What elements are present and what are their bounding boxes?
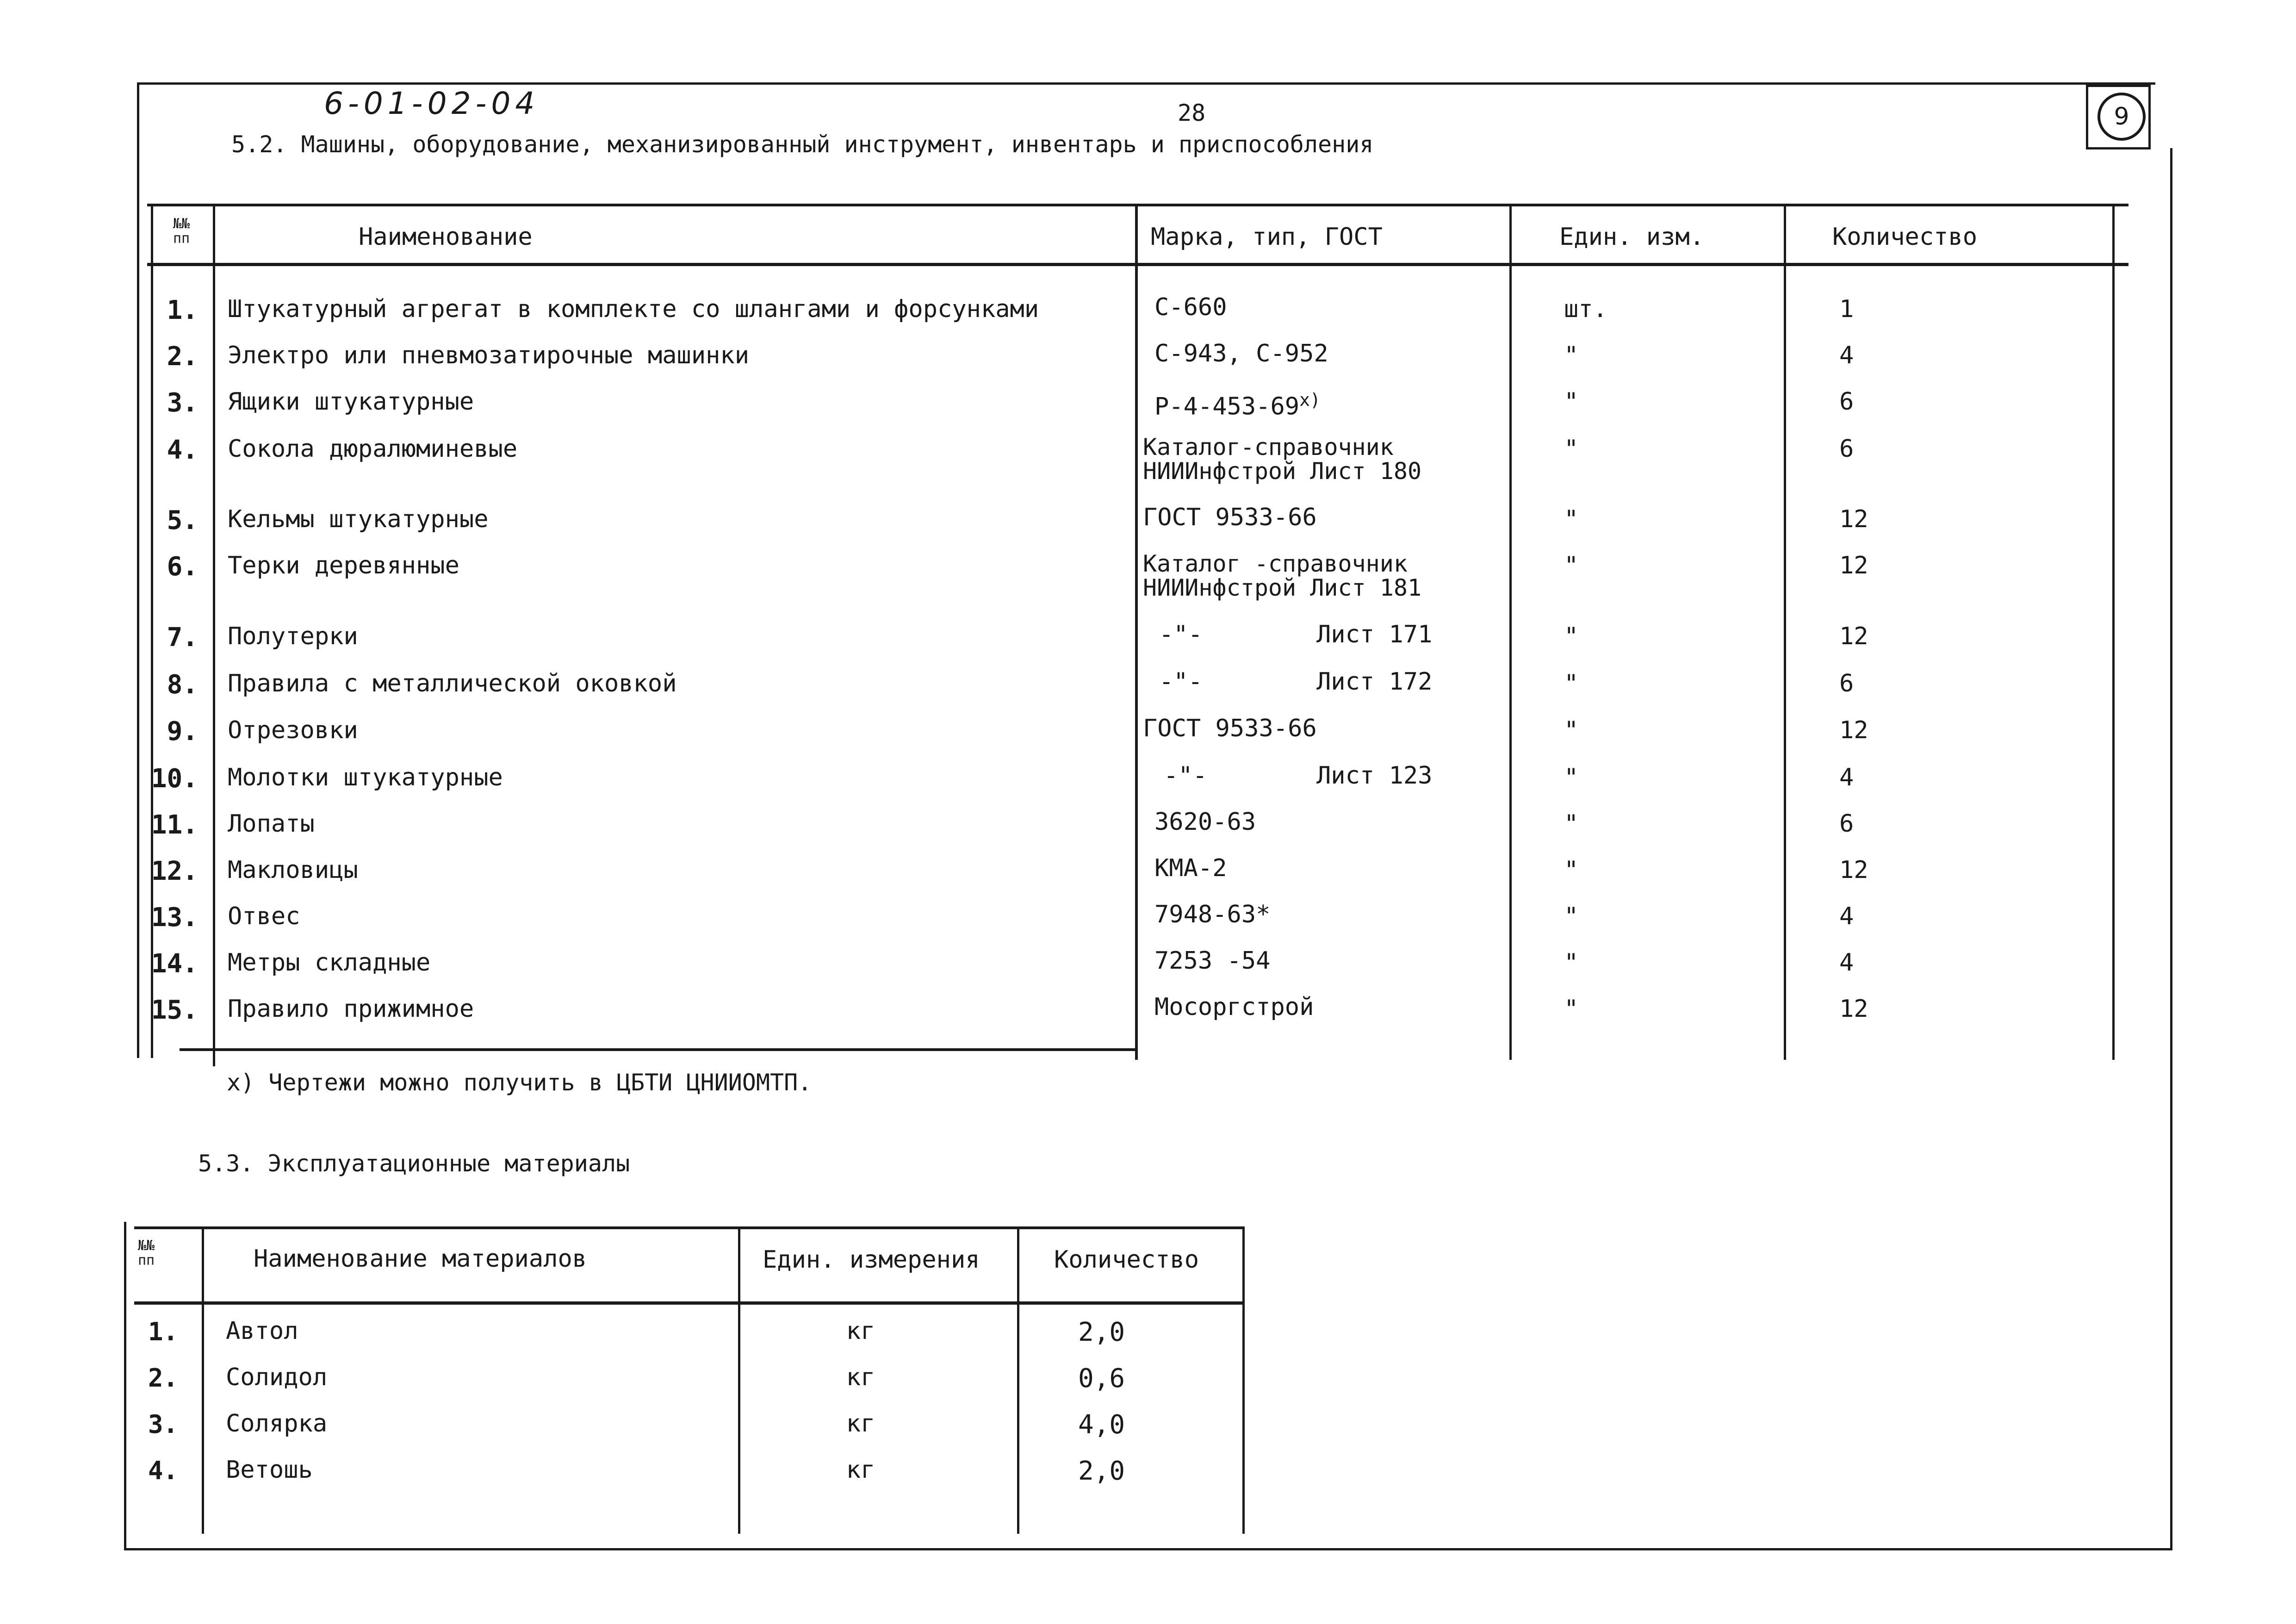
- table-row: [0, 1363, 1249, 1396]
- table-row: [0, 810, 2296, 842]
- item-name: Штукатурный агрегат в комплекте со шлангами и форсунками: [228, 295, 1039, 323]
- row-number: 8.: [167, 670, 198, 700]
- row-number: 13.: [151, 902, 198, 933]
- item-qty: 12: [1839, 856, 1868, 884]
- item-name: Сокола дюралюминевые: [228, 435, 518, 463]
- table-row: [0, 949, 2296, 981]
- row-number: 10.: [151, 764, 198, 794]
- item-qty: 12: [1839, 995, 1868, 1023]
- item-brand: -"-: [1159, 621, 1203, 648]
- item-name: Метры складные: [228, 949, 431, 977]
- table2-header-bottom-line: [134, 1301, 1245, 1305]
- item-qty: 12: [1839, 622, 1868, 650]
- item-brand: С-660: [1154, 293, 1227, 321]
- item-unit: ": [1564, 435, 1579, 463]
- frame-bottom-line: [124, 1548, 2172, 1550]
- item-qty: 6: [1839, 388, 1854, 416]
- item-unit: ": [1564, 552, 1579, 579]
- document-code: 6-01-02-04: [324, 86, 540, 121]
- table-row: [0, 1456, 1249, 1488]
- item-unit: ": [1564, 716, 1579, 744]
- item-brand: -"-: [1159, 668, 1203, 696]
- table-row: [0, 342, 2296, 374]
- table-row: [0, 435, 2296, 491]
- material-unit: кг: [846, 1410, 875, 1437]
- table1-header-unit: Един. изм.: [1559, 223, 1705, 251]
- table-row: [0, 1317, 1249, 1350]
- item-unit: ": [1564, 902, 1579, 930]
- item-qty: 6: [1839, 810, 1854, 838]
- table2-top-line: [134, 1226, 1245, 1229]
- item-qty: 12: [1839, 716, 1868, 744]
- item-unit: ": [1564, 810, 1579, 838]
- table-row: [0, 505, 2296, 538]
- item-name: Отвес: [228, 902, 300, 930]
- item-brand: 7948-63*: [1154, 901, 1271, 928]
- sheet-number: 9: [2097, 93, 2146, 141]
- row-number: 7.: [167, 622, 198, 653]
- item-brand-text: Р-4-453-69: [1154, 392, 1300, 421]
- item-name: Лопаты: [228, 810, 315, 838]
- item-brand: ГОСТ 9533-66: [1143, 504, 1317, 531]
- table-row: [0, 295, 2296, 328]
- table2-header-qty: Количество: [1054, 1246, 1199, 1274]
- item-unit: ": [1564, 505, 1579, 533]
- item-name: Молотки штукатурные: [228, 764, 503, 791]
- material-qty: 2,0: [1078, 1317, 1125, 1347]
- item-unit: ": [1564, 949, 1579, 977]
- row-number: 14.: [151, 949, 198, 979]
- material-unit: кг: [846, 1456, 875, 1484]
- table1-header-num: №№ пп: [173, 216, 190, 247]
- item-name: Ящики штукатурные: [228, 388, 474, 416]
- item-unit: ": [1564, 342, 1579, 369]
- item-qty: 4: [1839, 949, 1854, 977]
- item-name: Правило прижимное: [228, 995, 474, 1023]
- item-unit: ": [1564, 622, 1579, 650]
- material-name: Солидол: [226, 1363, 328, 1391]
- item-brand-sheet: Лист 172: [1316, 668, 1433, 696]
- item-brand: Мосоргстрой: [1154, 993, 1314, 1021]
- item-unit: ": [1564, 995, 1579, 1023]
- row-number: 1.: [167, 295, 198, 325]
- row-number: 11.: [151, 810, 198, 840]
- item-name: Правила с металлической оковкой: [228, 670, 677, 697]
- frame-top-line: [138, 82, 2155, 85]
- row-number: 2.: [167, 342, 198, 372]
- material-qty: 2,0: [1078, 1456, 1125, 1486]
- item-name: Электро или пневмозатирочные машинки: [228, 342, 750, 369]
- page-number: 28: [1178, 100, 1206, 126]
- item-qty: 6: [1839, 670, 1854, 697]
- material-unit: кг: [846, 1317, 875, 1345]
- item-unit: шт.: [1564, 295, 1607, 323]
- table-row: [0, 764, 2296, 796]
- item-qty: 6: [1839, 435, 1854, 463]
- sheet-number-box: [2086, 85, 2151, 149]
- item-brand: 7253 -54: [1154, 947, 1271, 975]
- table2-header-name: Наименование материалов: [254, 1245, 587, 1273]
- item-brand: 3620-63: [1154, 808, 1256, 836]
- footnote-marker: х): [1299, 390, 1321, 410]
- item-brand: ГОСТ 9533-66: [1143, 715, 1317, 742]
- table2-header-unit: Един. измерения: [763, 1246, 980, 1274]
- item-brand: -"-: [1164, 762, 1207, 790]
- row-number: 4.: [167, 435, 198, 465]
- table2-header-num: №№ пп: [138, 1238, 155, 1269]
- table1-header-bottom-line: [147, 263, 2128, 266]
- item-name: Терки деревянные: [228, 552, 459, 579]
- material-name: Солярка: [226, 1410, 328, 1437]
- table-row: [0, 1410, 1249, 1442]
- row-number: 5.: [167, 505, 198, 535]
- table1-header-qty: Количество: [1832, 223, 1978, 251]
- item-brand: [1143, 552, 1421, 600]
- item-brand: КМА-2: [1154, 854, 1227, 882]
- row-number: 3.: [167, 388, 198, 418]
- item-name: Кельмы штукатурные: [228, 505, 489, 533]
- item-brand-line1: Каталог -справочник: [1143, 550, 1408, 577]
- table-row: [0, 716, 2296, 749]
- item-qty: 4: [1839, 764, 1854, 791]
- row-number: 3.: [148, 1410, 179, 1439]
- table-row: [0, 902, 2296, 935]
- item-brand-line1: Каталог-справочник: [1143, 434, 1394, 460]
- item-unit: ": [1564, 670, 1579, 697]
- table-row: [0, 388, 2296, 420]
- table-row: [0, 552, 2296, 607]
- material-name: Ветошь: [226, 1456, 313, 1484]
- table1-header-brand: Марка, тип, ГОСТ: [1151, 223, 1383, 251]
- row-number: 15.: [151, 995, 198, 1025]
- table1-top-line: [147, 204, 2128, 206]
- item-brand-line2: НИИИнфстрой Лист 180: [1143, 458, 1422, 485]
- item-unit: ": [1564, 764, 1579, 791]
- table1-bottom-line: [180, 1048, 1136, 1051]
- table1-header-name: Наименование: [359, 223, 533, 251]
- item-name: Отрезовки: [228, 716, 358, 744]
- item-brand: С-943, С-952: [1154, 340, 1328, 367]
- item-brand-line2: НИИИнфстрой Лист 181: [1143, 574, 1422, 601]
- material-qty: 0,6: [1078, 1363, 1125, 1394]
- row-number: 1.: [148, 1317, 179, 1346]
- item-unit: ": [1564, 856, 1579, 884]
- item-qty: 12: [1839, 552, 1868, 579]
- table-row: [0, 856, 2296, 889]
- row-number: 9.: [167, 716, 198, 747]
- material-unit: кг: [846, 1363, 875, 1391]
- item-qty: 4: [1839, 902, 1854, 930]
- item-brand-sheet: Лист 171: [1316, 621, 1433, 648]
- section-5-2-title: 5.2. Машины, оборудование, механизированный инструмент, инвентарь и приспособления: [231, 131, 1374, 158]
- table-row: [0, 670, 2296, 702]
- row-number: 12.: [151, 856, 198, 886]
- row-number: 6.: [167, 552, 198, 582]
- item-unit: ": [1564, 388, 1579, 416]
- table1-footnote: х) Чертежи можно получить в ЦБТИ ЦНИИОМТП.: [227, 1069, 812, 1096]
- section-5-3-title: 5.3. Эксплуатационные материалы: [198, 1150, 630, 1177]
- item-name: Полутерки: [228, 622, 358, 650]
- item-qty: 12: [1839, 505, 1868, 533]
- item-name: Макловицы: [228, 856, 358, 884]
- item-brand: [1143, 435, 1421, 483]
- material-name: Автол: [226, 1317, 298, 1345]
- row-number: 2.: [148, 1363, 179, 1393]
- item-qty: 1: [1839, 295, 1854, 323]
- row-number: 4.: [148, 1456, 179, 1485]
- table-row: [0, 995, 2296, 1027]
- item-brand-sheet: Лист 123: [1316, 762, 1433, 790]
- material-qty: 4,0: [1078, 1410, 1125, 1440]
- table-row: [0, 622, 2296, 655]
- item-qty: 4: [1839, 342, 1854, 369]
- item-brand: [1154, 388, 1321, 421]
